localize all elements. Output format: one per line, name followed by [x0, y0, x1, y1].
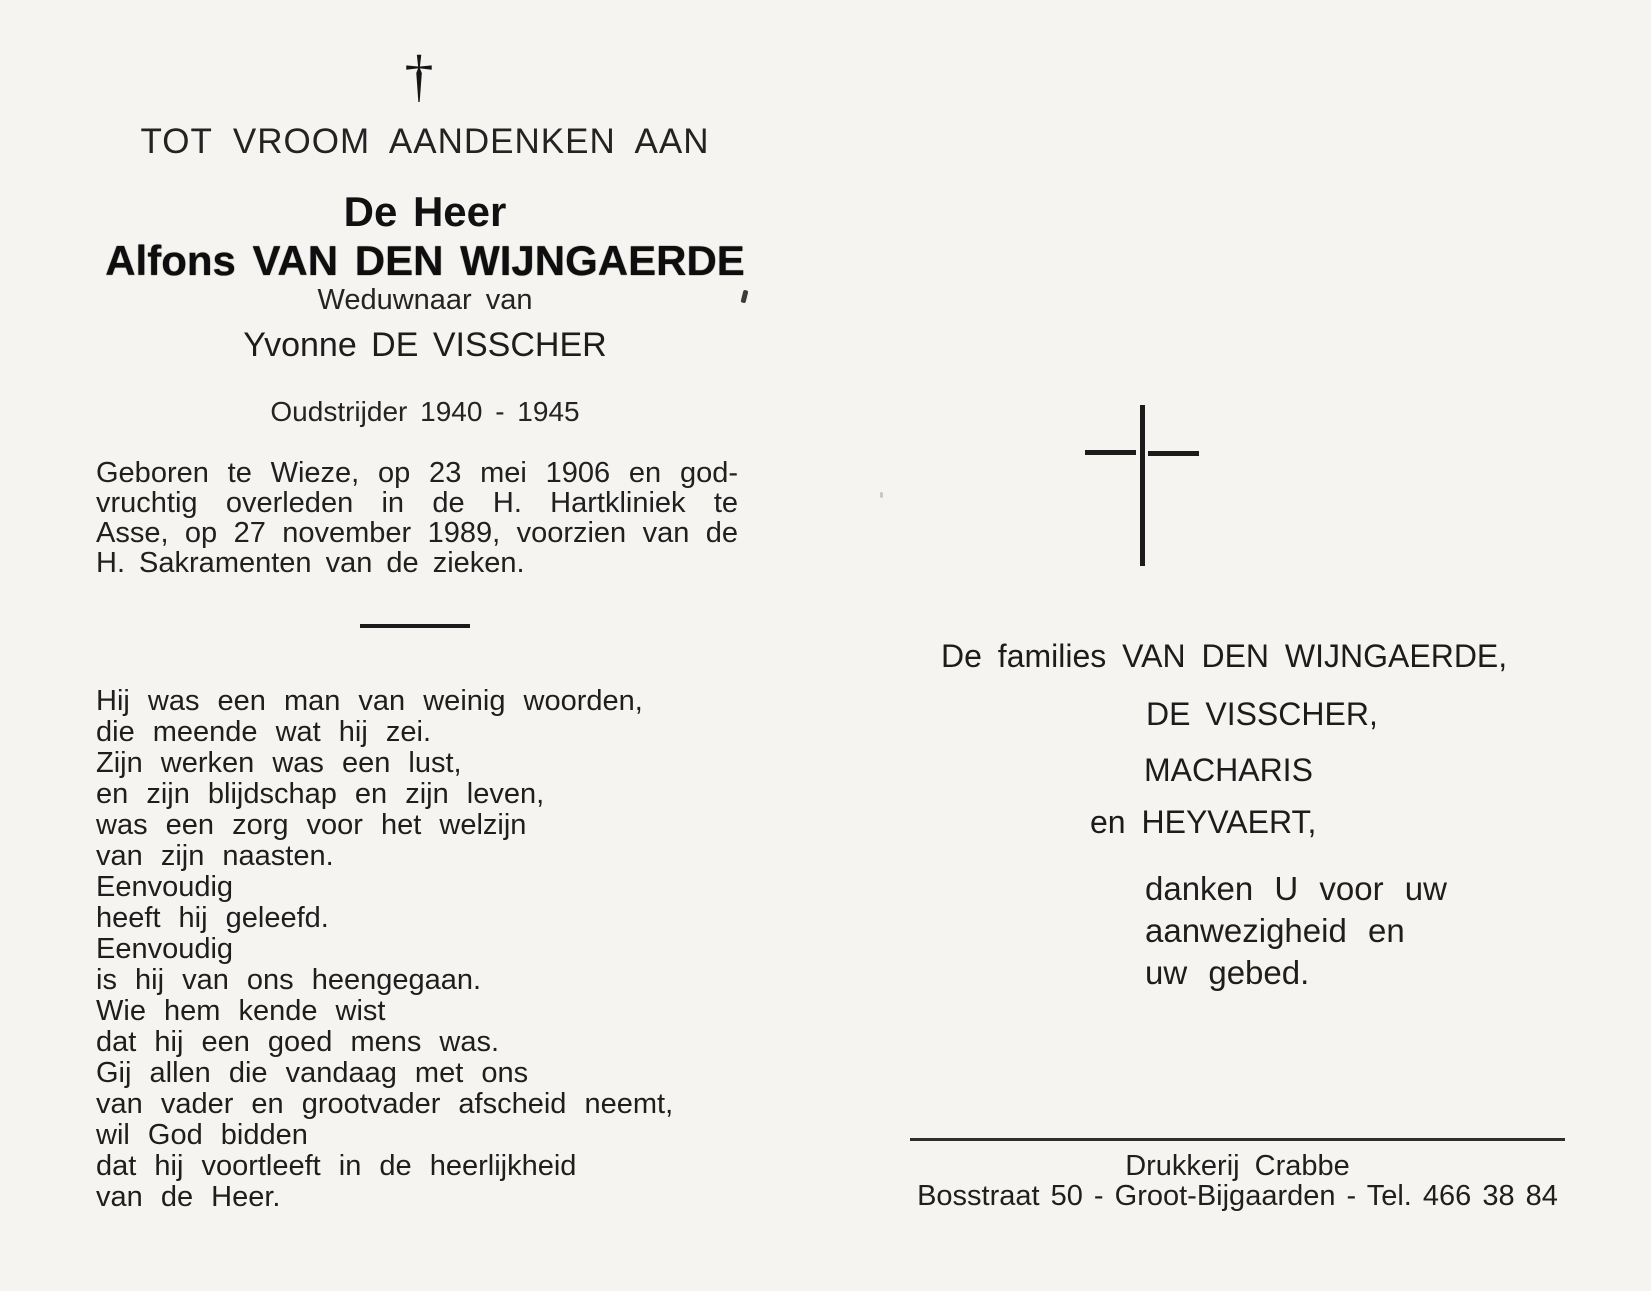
poem-line: dat hij een goed mens was. — [96, 1026, 500, 1058]
cross-horizontal-bar-right — [1148, 451, 1199, 456]
thanks-line: aanwezigheid en — [1145, 912, 1405, 949]
poem-line: en zijn blijdschap en zijn leven, — [96, 778, 545, 810]
poem-line: van de Heer. — [96, 1181, 281, 1213]
poem-line: Wie hem kende wist — [96, 995, 386, 1027]
poem-line: wil God bidden — [96, 1119, 308, 1151]
poem-line: Eenvoudig — [96, 871, 234, 903]
family-name: DE VISSCHER, — [1146, 696, 1378, 732]
poem-line: van vader en grootvader afscheid neemt, — [96, 1088, 674, 1120]
spouse-name: Yvonne DE VISSCHER — [243, 326, 607, 364]
memorial-header: TOT VROOM AANDENKEN AAN — [140, 122, 710, 161]
section-divider — [360, 624, 470, 628]
scan-speck — [880, 492, 883, 498]
title-prefix: De Heer — [343, 188, 507, 235]
poem-line: was een zorg voor het welzijn — [96, 809, 527, 841]
deceased-name: Alfons VAN DEN WIJNGAERDE — [105, 237, 745, 284]
poem-line: is hij van ons heengegaan. — [96, 964, 482, 996]
poem-line: heeft hij geleefd. — [96, 902, 329, 934]
families-intro-line — [941, 638, 1507, 675]
poem-line: Eenvoudig — [96, 933, 234, 965]
family-last-prefix: en — [1090, 804, 1126, 840]
bio-line: H. Sakramenten van de zieken. — [96, 547, 525, 579]
cross-vertical-bar — [1140, 405, 1145, 566]
printer-address: Bosstraat 50 - Groot-Bijgaarden - Tel. 466 38 84 — [917, 1180, 1558, 1212]
cross-horizontal-bar-left — [1085, 450, 1136, 455]
poem-line: Hij was een man van weinig woorden, — [96, 685, 643, 717]
thanks-line: danken U voor uw — [1145, 870, 1447, 907]
veteran-line: Oudstrijder 1940 - 1945 — [270, 396, 580, 427]
printer-divider — [910, 1138, 1565, 1141]
families-intro-label: De families — [941, 638, 1107, 674]
widower-label: Weduwnaar van — [317, 284, 533, 316]
memorial-poem — [96, 686, 756, 1213]
family-name: VAN DEN WIJNGAERDE, — [1122, 638, 1508, 674]
poem-line: van zijn naasten. — [96, 840, 334, 872]
biography-paragraph — [96, 458, 738, 578]
bio-line: vruchtig overleden in de H. Hartkliniek te — [96, 487, 738, 519]
poem-line: Gij allen die vandaag met ons — [96, 1057, 529, 1089]
poem-line: dat hij voortleeft in de heerlijkheid — [96, 1150, 577, 1182]
poem-line: die meende wat hij zei. — [96, 716, 431, 748]
family-name: HEYVAERT, — [1141, 804, 1317, 840]
family-name-last-line — [1090, 804, 1316, 841]
bio-line: Asse, op 27 november 1989, voorzien van de — [96, 517, 738, 549]
cross-icon: † — [404, 43, 434, 108]
family-name: MACHARIS — [1144, 752, 1313, 788]
poem-line: Zijn werken was een lust, — [96, 747, 462, 779]
bio-line: Geboren te Wieze, op 23 mei 1906 en god- — [96, 457, 738, 489]
thanks-message — [1145, 868, 1447, 994]
thanks-line: uw gebed. — [1145, 954, 1310, 991]
printer-name: Drukkerij Crabbe — [1125, 1150, 1350, 1182]
